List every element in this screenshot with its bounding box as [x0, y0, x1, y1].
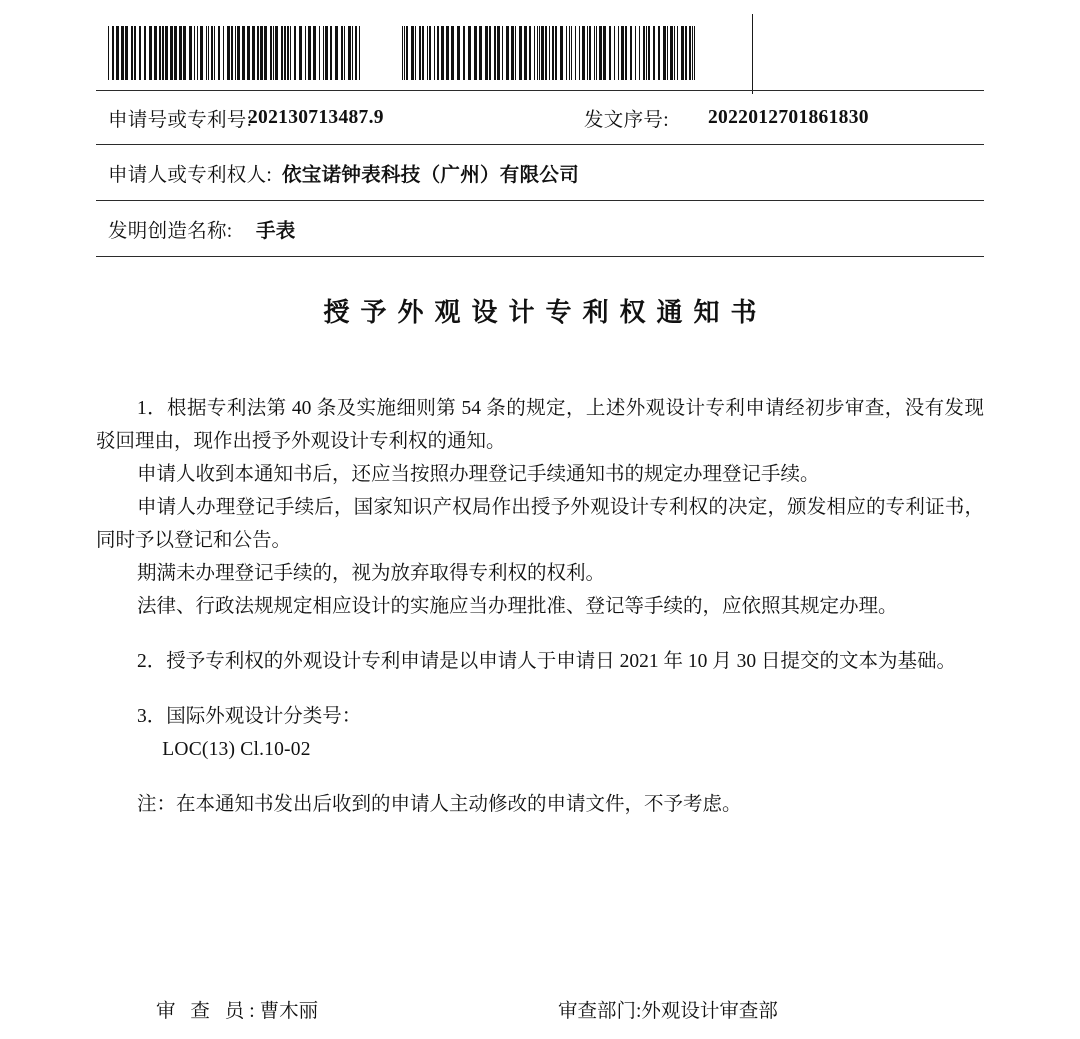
application-number-label: 申请号或专利号: — [108, 109, 253, 131]
page-title: 授予外观设计专利权通知书 — [323, 298, 768, 327]
examiner-value: 曹木丽 — [259, 1001, 319, 1022]
header-row-invention-title — [96, 201, 984, 257]
application-number-value: 202130713487.9 — [248, 106, 384, 128]
paragraph-1-sub-3: 期满未办理登记手续的，视为放弃取得专利权的权利。 — [136, 563, 605, 584]
department-field — [558, 995, 778, 1023]
invention-title-label: 发明创造名称: — [108, 220, 233, 242]
spacer-2 — [96, 678, 984, 700]
header-row-numbers — [96, 91, 984, 145]
paragraph-2: 2．授予专利权的外观设计专利申请是以申请人于申请日 2021 年 10 月 30 日提交的文本为基础。 — [136, 651, 956, 672]
document-body — [96, 392, 984, 821]
department-value: 外观设计审查部 — [641, 1001, 778, 1022]
classification-code: LOC(13) Cl.10-02 — [162, 739, 311, 760]
barcode-zone — [96, 14, 984, 86]
examiner-label: 审 查 员: — [156, 1001, 260, 1022]
department-label: 审查部门: — [558, 1001, 642, 1022]
header-table — [96, 90, 984, 257]
document-footer — [96, 995, 984, 1025]
barcode-document-number — [402, 26, 696, 80]
document-number-label: 发文序号: — [584, 109, 669, 131]
invention-title-value: 手表 — [256, 220, 296, 242]
paragraph-3: 3．国际外观设计分类号： — [136, 706, 362, 727]
paragraph-1: 1．根据专利法第 40 条及实施细则第 54 条的规定，上述外观设计专利申请经初步审查，没有发现驳回理由，现作出授予外观设计专利权的通知。 — [96, 398, 984, 452]
paragraph-1-sub-4: 法律、行政法规规定相应设计的实施应当办理批准、登记等手续的，应依照其规定办理。 — [136, 596, 898, 617]
spacer-3 — [96, 766, 984, 788]
applicant-value: 依宝诺钟表科技（广州）有限公司 — [282, 164, 580, 186]
paragraph-1-sub-2: 申请人办理登记手续后，国家知识产权局作出授予外观设计专利权的决定，颁发相应的专利证书，同时予以登记和公告。 — [96, 497, 984, 551]
note-line: 注：在本通知书发出后收到的申请人主动修改的申请文件，不予考虑。 — [136, 794, 742, 815]
paragraph-1-sub-1: 申请人收到本通知书后，还应当按照办理登记手续通知书的规定办理登记手续。 — [136, 464, 820, 485]
header-row-applicant — [96, 145, 984, 201]
examiner-field — [156, 995, 318, 1023]
document-number-value: 2022012701861830 — [708, 106, 869, 128]
barcode-application-number — [108, 26, 362, 80]
applicant-label: 申请人或专利权人: — [108, 164, 273, 186]
header-vertical-divider — [752, 14, 753, 94]
spacer-1 — [96, 623, 984, 645]
